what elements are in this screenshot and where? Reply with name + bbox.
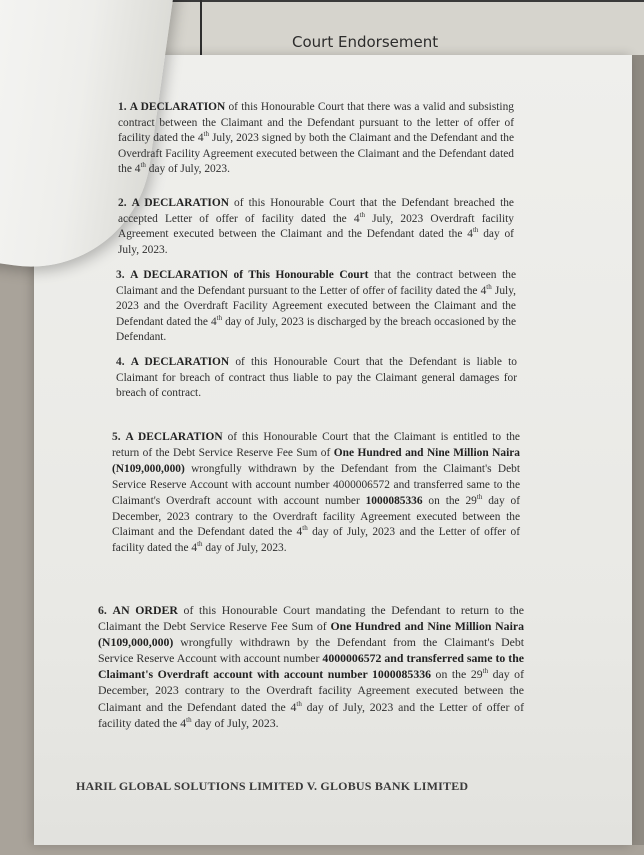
- item-bold-account: 4000006572 and transferred same to the Claimant's Overdraft account with account number 1000085336: [98, 651, 524, 682]
- item-lead: A DECLARATION: [130, 356, 230, 368]
- ordinal-suffix: th: [486, 282, 492, 291]
- item-number: 6.: [98, 603, 107, 617]
- ordinal-suffix: th: [482, 667, 489, 676]
- ordinal-suffix: th: [186, 715, 192, 724]
- court-endorsement-label: Court Endorsement: [292, 33, 439, 51]
- item-lead: A DECLARATION: [125, 431, 223, 443]
- declaration-item: [112, 430, 520, 557]
- item-number: 5.: [112, 431, 121, 443]
- declaration-item: [118, 100, 514, 178]
- ordinal-suffix: th: [296, 699, 302, 708]
- ordinal-suffix: th: [197, 540, 203, 549]
- item-text: July, 2023 and the Overdraft Facility Agreement executed between the Claimant and the Defendant dated the 4: [116, 284, 516, 328]
- item-text: on the 29: [422, 494, 477, 507]
- item-bold-amount: One Hundred and Nine Million Naira (N109,000,000): [98, 619, 524, 650]
- declaration-item: [116, 268, 516, 346]
- ordinal-suffix: th: [216, 313, 223, 322]
- item-text: day of July, 2023.: [145, 163, 230, 176]
- item-text: day of December, 2023 contrary to the Overdraft facility Agreement executed between the Claimant and the Defendant dated the 4: [112, 494, 520, 539]
- item-lead: AN ORDER: [112, 603, 178, 617]
- ordinal-suffix: th: [472, 226, 479, 235]
- declaration-item: [118, 196, 514, 258]
- item-bold-account: 1000085336: [365, 494, 423, 507]
- item-text: July, 2023 signed by both the Claimant and the Defendant and the Overdraft Facility Agreement executed between the Claimant and the Defendant dated the 4: [118, 132, 514, 176]
- item-text: day of December, 2023 contrary to the Overdraft facility Agreement executed between the Claimant and the Defendant dated the 4: [98, 667, 524, 714]
- item-text: wrongfully withdrawn by the Defendant from the Claimant's Debt Service Reserve Account with account number 4000006572 and transferred same to the Claimant's Overdraft account with account number: [112, 462, 520, 507]
- item-text: day of July, 2023 and the Letter of offer of facility dated the 4: [98, 699, 524, 730]
- item-text: of this Honourable Court mandating the Defendant to return to the Claimant the Debt Service Reserve Fee Sum of: [98, 603, 525, 634]
- declaration-item: [116, 355, 517, 402]
- ordinal-suffix: th: [140, 161, 146, 170]
- item-lead: A DECLARATION of This Honourable Court: [130, 269, 369, 281]
- item-text: July, 2023 Overdraft facility Agreement executed between the Claimant and the Defendant dated the 4: [118, 212, 514, 241]
- ordinal-suffix: th: [302, 524, 308, 533]
- item-text: day of July, 2023.: [202, 542, 287, 555]
- item-text: that the contract between the Claimant and the Defendant pursuant to the Letter of offer of facility dated the 4: [116, 269, 517, 297]
- item-number: 2.: [118, 197, 127, 209]
- edge-shadow: [632, 55, 644, 845]
- form-rule-vertical: [200, 0, 202, 60]
- item-text: of this Honourable Court that the Defendant breached the accepted Letter of offer of facility dated the 4: [118, 197, 514, 225]
- ordinal-suffix: th: [476, 492, 483, 501]
- item-lead: A DECLARATION: [129, 101, 226, 113]
- item-number: 1.: [118, 101, 127, 113]
- item-lead: A DECLARATION: [131, 197, 229, 209]
- item-text: on the 29: [431, 667, 483, 682]
- item-text: of this Honourable Court that there was a valid and subsisting contract between the Claimant and the Defendant pursuant to the letter of offer of facility dated the 4: [118, 101, 514, 145]
- ordinal-suffix: th: [203, 130, 209, 139]
- order-item: [98, 602, 524, 731]
- item-number: 3.: [116, 269, 125, 281]
- ordinal-suffix: th: [359, 210, 366, 219]
- item-text: day of July, 2023 and the Letter of offer of facility dated the 4: [112, 526, 520, 555]
- item-text: wrongfully withdrawn by the Defendant from the Claimant's Debt Service Reserve Account with account number: [98, 635, 524, 666]
- case-title-footer: HARIL GLOBAL SOLUTIONS LIMITED V. GLOBUS BANK LIMITED: [76, 779, 469, 793]
- item-text: of this Honourable Court that the Defendant is liable to Claimant for breach of contract thus liable to pay the Claimant general damages for breach of contract.: [116, 356, 517, 400]
- item-text: day of July, 2023.: [118, 228, 514, 256]
- item-bold-amount: One Hundred and Nine Million Naira (N109,000,000): [112, 446, 520, 475]
- item-number: 4.: [116, 356, 125, 368]
- item-text: day of July, 2023 is discharged by the breach occasioned by the Defendant.: [116, 315, 517, 344]
- item-text: day of July, 2023.: [191, 715, 279, 730]
- item-text: of this Honourable Court that the Claimant is entitled to the return of the Debt Service Reserve Fee Sum of: [112, 431, 520, 459]
